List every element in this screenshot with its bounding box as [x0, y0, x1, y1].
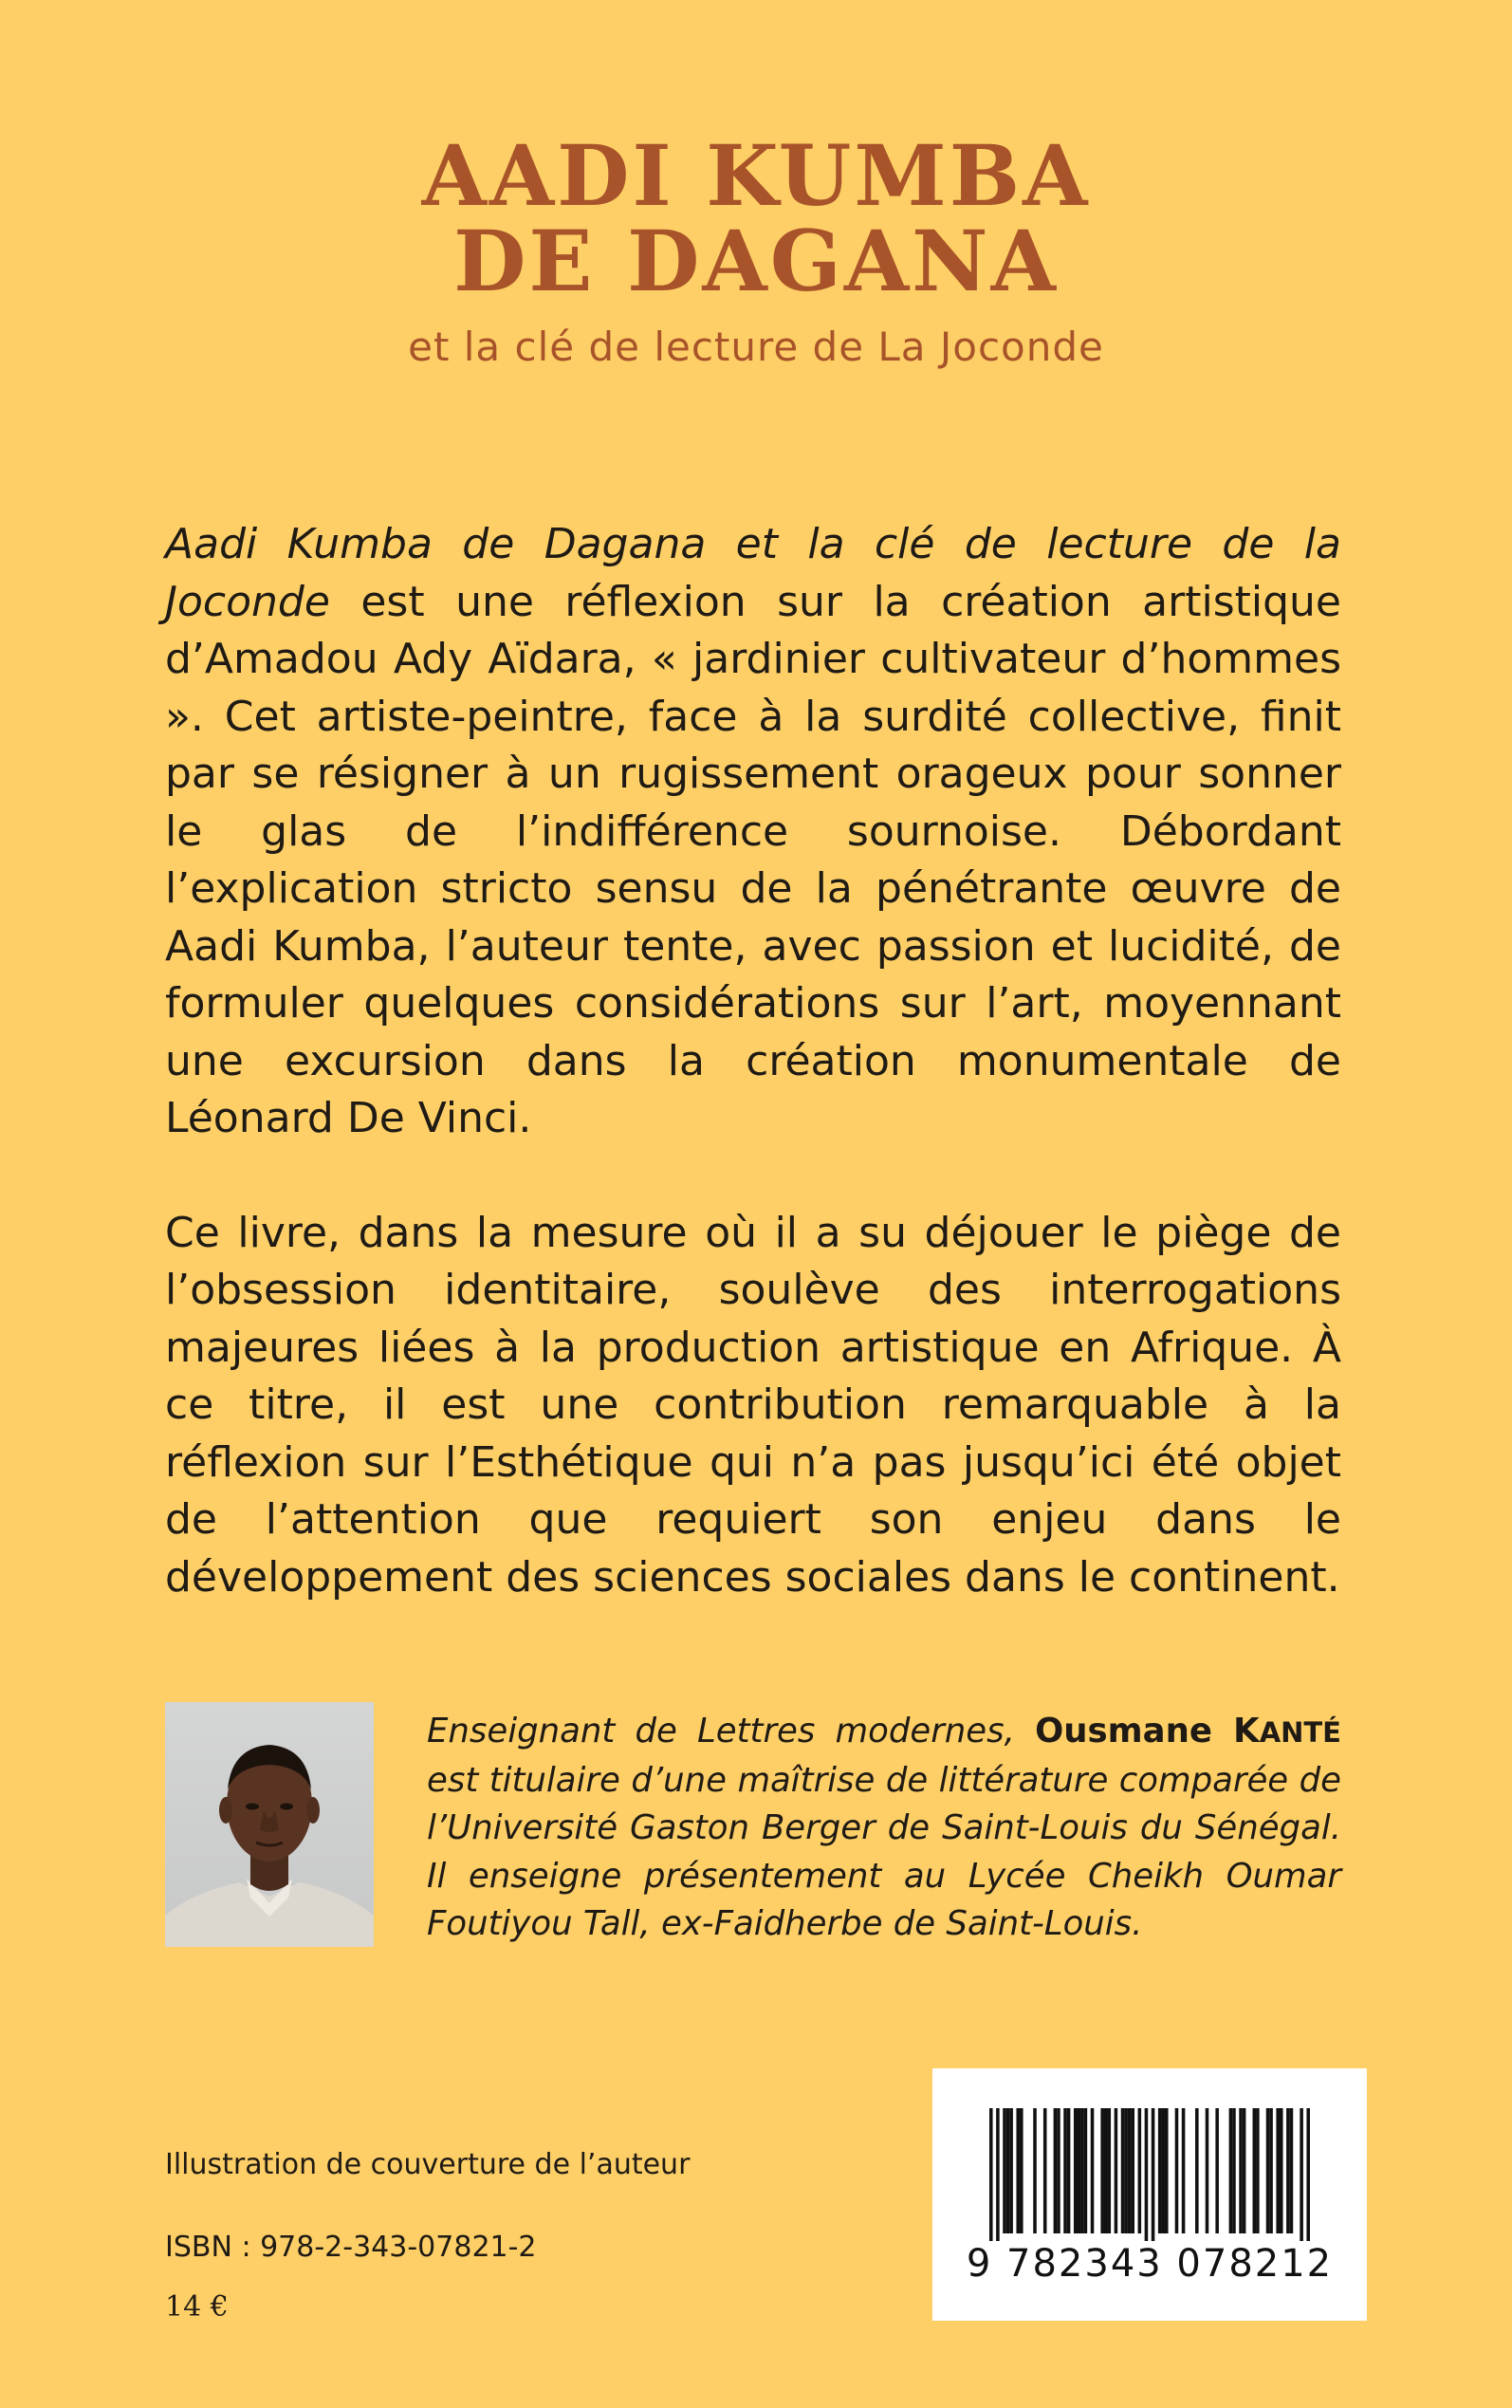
barcode-bar [1009, 2108, 1013, 2233]
barcode-bar [996, 2108, 1000, 2241]
blurb-paragraph-2: Ce livre, dans la mesure où il a su déjouer le piège de l’obsession identitaire, soulève des interrogations majeures liées à la production artistique en Afrique. À ce titre, il est une contribution remarquable à la réflexion sur l’Esthétique qui n’a pas jusqu’ici été objet de l’attention que requiert son enjeu dans le développement des sciences sociales dans le continent. [165, 1208, 1341, 1602]
barcode-bar [1286, 2108, 1290, 2233]
barcode-bar [1003, 2108, 1006, 2233]
price: 14 € [165, 2290, 229, 2324]
barcode-bar [1124, 2108, 1128, 2233]
barcode-bar [1100, 2108, 1104, 2233]
author-name [1035, 1712, 1341, 1750]
barcode-bar [1175, 2108, 1179, 2233]
barcode-bar [1138, 2108, 1142, 2233]
barcode-bar [1290, 2108, 1294, 2233]
barcode-bar [1043, 2108, 1047, 2233]
barcode-bar [1115, 2108, 1118, 2233]
barcode-bar [1161, 2108, 1165, 2233]
barcode-bar [1121, 2108, 1125, 2233]
barcode-bar [1165, 2108, 1169, 2233]
barcode-bar [1253, 2108, 1257, 2233]
barcode-bar [1229, 2108, 1233, 2233]
barcode-bar [1243, 2108, 1246, 2233]
barcode-bar [1306, 2108, 1310, 2241]
barcode-bar [1269, 2108, 1273, 2233]
barcode-bar [1206, 2108, 1209, 2233]
blurb-paragraph-1-text: est une réflexion sur la création artistique d’Amadou Ady Aïdara, « jardinier cultivateur d’hommes ». Cet artiste-peintre, face à la surdité collective, finit par se résigner à un rugissement orageux pour sonner le glas de l’indifférence sournoise. Débordant l’explication stricto sensu de la pénétrante œuvre de Aadi Kumba, l’auteur tente, avec passion et lucidité, de formuler quelques considérations sur l’art, moyennant une excursion dans la création monumentale de Léonard De Vinci. [165, 577, 1341, 1142]
barcode-bar [1276, 2108, 1280, 2233]
barcode-bar [1104, 2108, 1108, 2233]
barcode-bar [1128, 2108, 1132, 2233]
title-block [0, 126, 1512, 370]
author-bio-intro: Enseignant de Lettres modernes, [427, 1712, 1036, 1750]
barcode-bar [1300, 2108, 1303, 2241]
book-subtitle: et la clé de lecture de La Joconde [408, 324, 1104, 370]
author-name-first: Ousmane K [1035, 1712, 1260, 1750]
barcode-bar [1215, 2108, 1219, 2233]
barcode-bar [989, 2108, 993, 2241]
barcode-bar [1091, 2108, 1095, 2233]
barcode-bar [1256, 2108, 1260, 2233]
barcode-bar [1239, 2108, 1243, 2233]
blurb [165, 516, 1341, 1606]
author-bio-text: est titulaire d’une maîtrise de littérature comparée de l’Université Gaston Berger de Saint-Louis du Sénégal. Il enseigne présentement au Lycée Cheikh Oumar Foutiyou Tall, ex-Faidherbe de Saint-Louis. [427, 1760, 1341, 1943]
barcode-bars [989, 2108, 1310, 2241]
author-portrait-illustration [165, 1702, 374, 1947]
barcode-bar [1067, 2108, 1071, 2233]
author-bio [427, 1708, 1341, 1949]
barcode-bar [1063, 2108, 1067, 2233]
book-title-line-2: DE DAGANA [453, 212, 1059, 310]
barcode-bar [1152, 2108, 1155, 2241]
barcode-bar [1158, 2108, 1162, 2233]
barcode-bar [1232, 2108, 1236, 2233]
barcode-bar [1195, 2108, 1199, 2233]
barcode-bar [1074, 2108, 1078, 2233]
barcode-bar [1182, 2108, 1186, 2233]
barcode-bar [1057, 2108, 1060, 2233]
barcode-bar [1084, 2108, 1088, 2233]
barcode-bar [1108, 2108, 1112, 2233]
barcode-bar [1078, 2108, 1081, 2233]
barcode-bar [1266, 2108, 1270, 2233]
isbn: ISBN : 978-2-343-07821-2 [165, 2231, 537, 2264]
book-title-line-1: AADI KUMBA [421, 126, 1091, 225]
blurb-paragraph-1 [165, 516, 1341, 1148]
barcode [932, 2068, 1367, 2321]
barcode-bar [1006, 2108, 1010, 2233]
blurb-book-title: Aadi Kumba de Dagana et la clé de lecture de la Joconde [165, 520, 1341, 626]
barcode-bar [1131, 2108, 1134, 2233]
illustration-credit: Illustration de couverture de l’auteur [165, 2148, 691, 2181]
author-photo [165, 1702, 374, 1947]
author-name-rest: ANTÉ [1259, 1716, 1341, 1749]
barcode-bar [1280, 2108, 1283, 2233]
barcode-bar [1054, 2108, 1058, 2233]
barcode-bar [1016, 2108, 1020, 2233]
barcode-bar [1020, 2108, 1023, 2233]
barcode-digits: 9 782343 078212 [966, 2242, 1334, 2286]
barcode-bar [1145, 2108, 1149, 2241]
barcode-bar [1080, 2108, 1084, 2233]
barcode-bar [1033, 2108, 1037, 2233]
